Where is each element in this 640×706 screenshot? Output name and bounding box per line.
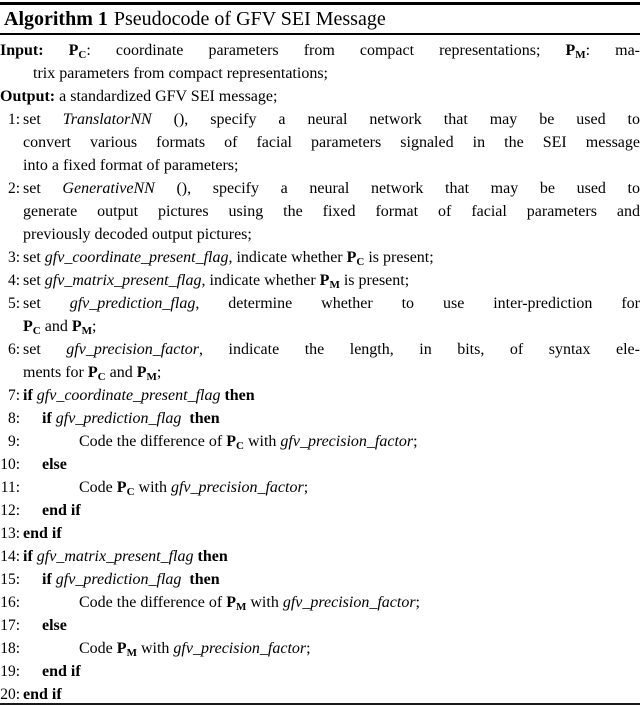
vector-subscript: M [575,49,586,61]
text-run: ; [156,364,162,381]
vector-symbol-PM: $P_M$ [565,42,586,61]
vector-subscript: M [235,601,247,613]
vector-subscript: C [235,440,244,452]
pseudocode-text-line [79,637,640,660]
text-run: a standardized GFV SEI message; [59,88,278,105]
text-run: set [23,249,45,266]
pseudocode-text-line [23,108,640,131]
pseudocode-text-line [42,407,640,430]
pseudocode-text-line [42,568,640,591]
math-variable: TranslatorNN [62,111,152,128]
text-run: and [105,364,137,381]
math-variable: gfv_precision_factor [280,433,414,450]
line-number: 4: [7,272,20,289]
text-run: ; [303,479,309,496]
line-number: 18: [0,640,20,657]
pseudocode-text-line [23,177,640,200]
vector-symbol-PC: $P_C$ [226,433,244,452]
text-run: ; [415,594,420,611]
text-run: ; [413,433,418,450]
text-run: ments for [23,364,88,381]
math-variable: gfv_precision_factor [170,479,304,496]
keyword: if [23,548,37,565]
text-run: is present; [339,272,410,289]
vector-subscript: C [78,49,87,61]
line-number: 15: [0,571,20,588]
text-run: and [40,318,72,335]
math-variable: GenerativeNN [62,180,155,197]
math-variable: gfv_prediction_flag [69,295,196,312]
text-run: trix parameters from compact representations; [33,65,328,82]
line-number: 9: [7,433,20,450]
pseudocode-text-line [23,292,640,315]
pseudocode-text-line [79,430,640,453]
text-run: set [23,341,67,358]
text-run: : ma- [585,42,640,59]
vector-symbol-PC: $P_C$ [87,364,106,383]
algo-step-18 [0,637,640,660]
line-number: 11: [0,479,20,496]
output-declaration [0,85,640,108]
text-run: with [246,594,283,611]
algo-step-2 [0,177,640,246]
text-run: generate output pictures using the fixed format of facial parameters and [23,203,640,220]
line-number: 14: [0,548,20,565]
text-run: Code [79,479,117,496]
vector-subscript: M [81,325,93,337]
keyword: then [181,571,220,588]
algo-step-5 [0,292,640,338]
pseudocode-text-line [79,476,640,499]
input-declaration [0,39,640,85]
keyword: end if [42,502,81,519]
algo-step-8 [0,407,640,430]
algo-step-15 [0,568,640,591]
text-run: with [243,433,281,450]
keyword: then [193,548,228,565]
math-variable: gfv_coordinate_present_flag [44,249,229,266]
math-variable: gfv_precision_factor [66,341,200,358]
keyword: Input: [0,42,69,59]
text-run: convert various formats of facial parameters signaled in the SEI message [23,134,640,151]
keyword: end if [23,525,62,542]
vector-subscript: C [32,325,41,337]
text-run: ; [306,640,311,657]
keyword: then [220,387,255,404]
line-number: 10: [0,456,20,473]
text-run: set [23,180,63,197]
keyword: if [23,387,37,404]
pseudocode-text-line [42,499,640,522]
text-run: , indicate whether [201,272,320,289]
line-number: 19: [0,663,20,680]
text-run: with [136,640,174,657]
algo-step-17 [0,614,640,637]
keyword: if [42,410,56,427]
text-run: ; [92,318,97,335]
pseudocode-text-line [23,384,640,407]
vector-symbol-PM: $P_M$ [116,640,137,659]
text-run: into a fixed format of parameters; [23,157,239,174]
pseudocode-text-line [23,315,640,338]
line-number: 1: [7,111,20,128]
text-run: previously decoded output pictures; [23,226,252,243]
pseudocode-text-line [79,591,640,614]
pseudocode-text-line [42,660,640,683]
keyword: then [181,410,220,427]
text-run: with [134,479,171,496]
vector-symbol-PM: $P_M$ [319,272,340,291]
vector-subscript: C [97,371,106,383]
pseudocode-text-line [23,269,640,292]
algo-step-4 [0,269,640,292]
pseudocode-text-line [0,39,640,62]
line-number: 6: [7,341,20,358]
algo-step-11 [0,476,640,499]
algo-step-12 [0,499,640,522]
bottom-rule [0,703,640,705]
vector-symbol-PC: $P_C$ [68,42,87,61]
keyword: else [42,456,67,473]
line-number: 20: [0,686,20,703]
pseudocode-body [0,35,640,706]
algo-step-6 [0,338,640,384]
algorithm-title: Pseudocode of GFV SEI Message [113,8,386,30]
math-variable: gfv_coordinate_present_flag [36,387,221,404]
math-variable: gfv_matrix_present_flag [36,548,194,565]
text-run: Code [79,640,117,657]
algo-step-14 [0,545,640,568]
text-run: , determine whether to use inter-prediction for [195,295,640,312]
vector-subscript: M [329,279,340,291]
pseudocode-text-line [23,522,640,545]
algo-step-19 [0,660,640,683]
keyword: end if [42,663,81,680]
vector-subscript: M [146,371,157,383]
text-run: (), specify a neural network that may be used to [154,180,640,197]
line-number: 8: [7,410,20,427]
pseudocode-text-line [23,361,640,384]
line-number: 2: [7,180,20,197]
pseudocode-text-line [23,223,640,246]
pseudocode-text-line [23,338,640,361]
pseudocode-text-line [23,200,640,223]
math-variable: gfv_prediction_flag [55,571,182,588]
text-run: (), specify a neural network that may be used to [151,111,640,128]
vector-subscript: C [126,486,135,498]
keyword: Output: [0,88,60,105]
algo-step-16 [0,591,640,614]
pseudocode-text-line [23,545,640,568]
pseudocode-text-line [0,85,640,108]
algorithm-caption [0,5,640,33]
vector-symbol-PM: $P_M$ [71,318,93,337]
text-run: set [23,272,45,289]
pseudocode-text-line [42,614,640,637]
line-number: 7: [7,387,20,404]
line-number: 3: [7,249,20,266]
algo-step-9 [0,430,640,453]
vector-symbol-PM: $P_M$ [136,364,157,383]
pseudocode-text-line [42,453,640,476]
algo-step-3 [0,246,640,269]
math-variable: gfv_precision_factor [282,594,416,611]
line-number: 16: [0,594,20,611]
pseudocode-text-line [23,131,640,154]
text-run: Code the difference of [79,594,227,611]
line-number: 5: [7,295,20,312]
vector-symbol-PC: $P_C$ [116,479,135,498]
text-run: , indicate the length, in bits, of syntax ele- [199,341,640,358]
line-number: 13: [0,525,20,542]
algo-step-10 [0,453,640,476]
vector-symbol-PM: $P_M$ [226,594,247,613]
vector-symbol-PC: $P_C$ [346,249,365,268]
pseudocode-text-line [33,62,640,85]
math-variable: gfv_precision_factor [173,640,307,657]
keyword: else [42,617,67,634]
line-number: 17: [0,617,20,634]
vector-subscript: C [356,256,365,268]
keyword: end if [23,686,62,703]
math-variable: gfv_matrix_present_flag [44,272,202,289]
keyword: if [42,571,56,588]
pseudocode-text-line [23,246,640,269]
vector-subscript: M [126,647,137,659]
algo-step-13 [0,522,640,545]
line-number: 12: [0,502,20,519]
vector-symbol-PC: $P_C$ [23,318,41,337]
text-run: Code the difference of [79,433,227,450]
algorithm-label: Algorithm 1 [4,8,108,30]
text-run: set [23,295,70,312]
math-variable: gfv_prediction_flag [55,410,182,427]
text-run: set [23,111,63,128]
algo-step-7 [0,384,640,407]
pseudocode-text-line [23,154,640,177]
text-run: : coordinate parameters from compact representations; [86,42,566,59]
text-run: , indicate whether [228,249,347,266]
text-run: is present; [364,249,434,266]
algo-step-1 [0,108,640,177]
